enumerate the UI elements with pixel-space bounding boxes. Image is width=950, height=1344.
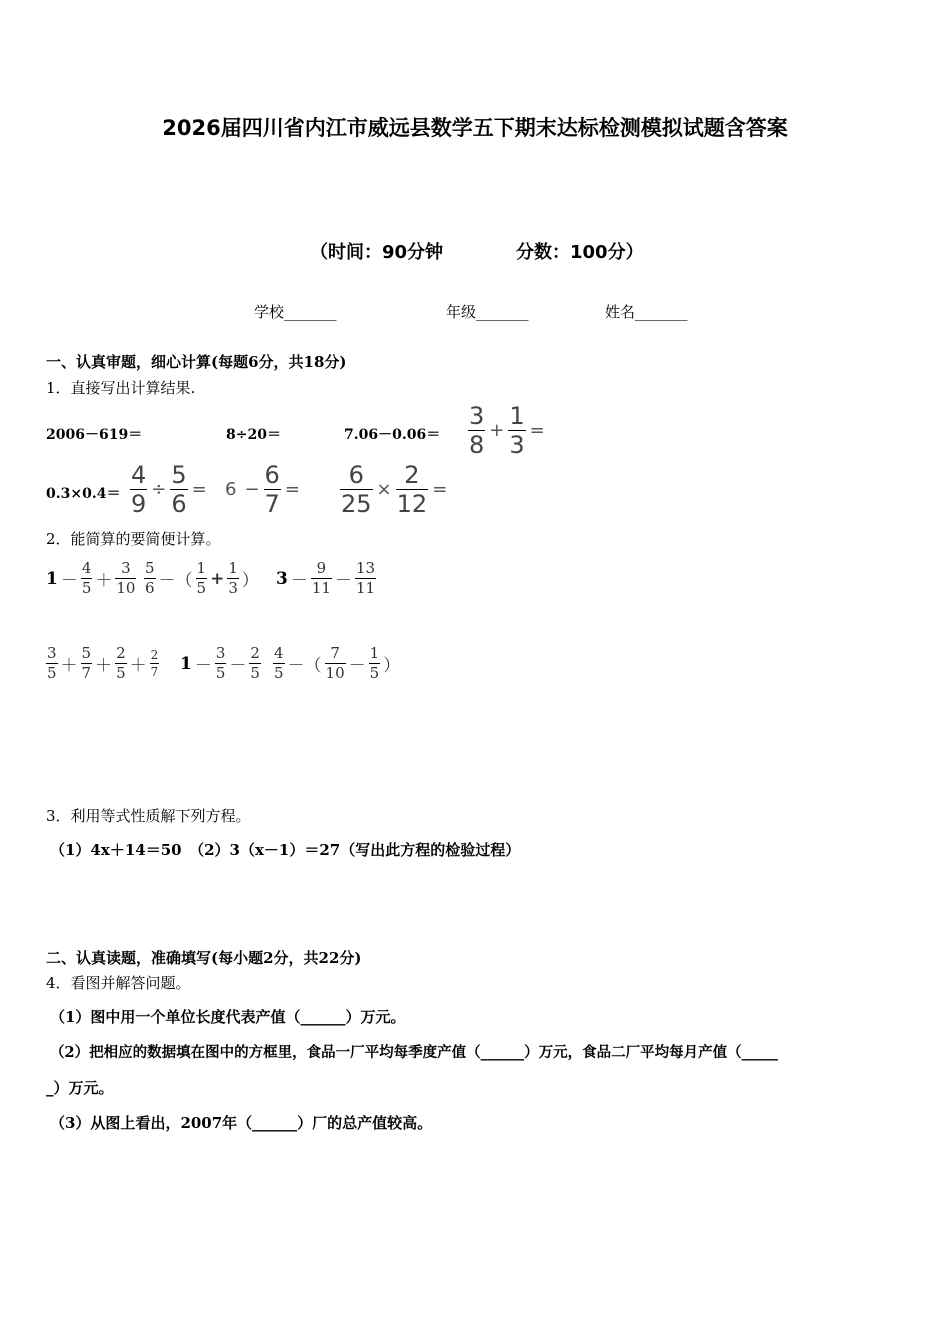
fraction: $\frac{5}{6}$	[145, 559, 155, 597]
fraction: $\frac{3}{5}$	[215, 644, 226, 682]
q1-title: 1．直接写出计算结果.	[46, 379, 196, 397]
calc-item-3: 7.06－0.06＝	[344, 427, 441, 443]
q3-title: 3．利用等式性质解下列方程。	[46, 807, 251, 825]
fraction: $\frac{3}{10}$	[116, 559, 136, 597]
fraction: $\frac{1}{5}$	[369, 644, 380, 682]
q4-part3: （3）从图上看出，2007年（______）厂的总产值较高。	[50, 1114, 433, 1132]
simplify-expr-1: 1 － $\frac{4}{5}$ ＋ $\frac{3}{10}$	[46, 559, 136, 597]
fraction: $\frac{5}{7}$	[81, 644, 92, 682]
fraction: $\frac{3}{5}$	[47, 644, 57, 682]
page-title: 2026届四川省内江市威远县数学五下期末达标检测模拟试题含答案	[162, 116, 788, 140]
fraction: $\frac{9}{11}$	[311, 559, 331, 597]
fraction: $\frac{1}{5}$	[196, 559, 207, 597]
simplify-expr-6: $\frac{4}{5}$ －（ $\frac{7}{10}$ － $\frac{1}{5}$ ）	[274, 644, 401, 682]
school-field: 学校_______	[254, 303, 337, 321]
q4-title: 4．看图并解答问题。	[46, 974, 191, 992]
q4-part2: （2）把相应的数据填在图中的方框里，食品一厂平均每季度产值（______）万元，食品二厂平均每月产值（_____	[50, 1044, 778, 1061]
fraction: $\frac{6}{25}$	[341, 461, 372, 518]
fraction: $\frac{7}{10}$	[325, 644, 345, 682]
fraction: $\frac{5}{6}$	[171, 461, 187, 518]
fraction: $\frac{1}{3}$	[228, 559, 238, 597]
q4-part1: （1）图中用一个单位长度代表产值（______）万元。	[50, 1008, 406, 1026]
frac-expr-3-8-plus-1-3: $\frac{3}{8}$ + $\frac{1}{3}$ =	[469, 402, 545, 459]
q2-title: 2．能简算的要简便计算。	[46, 530, 221, 548]
fraction: $\frac{2}{5}$	[116, 644, 126, 682]
fraction: $\frac{2}{7}$	[150, 648, 159, 679]
grade-field: 年级_______	[446, 303, 529, 321]
simplify-expr-3: 3 － $\frac{9}{11}$ － $\frac{13}{11}$	[276, 559, 376, 597]
fraction: $\frac{4}{5}$	[274, 644, 284, 682]
fraction: $\frac{1}{3}$	[509, 402, 525, 459]
frac-expr-4-9-div-5-6: $\frac{4}{9}$ ÷ $\frac{5}{6}$ =	[131, 461, 207, 518]
section1-header: 一、认真审题，细心计算(每题6分，共18分)	[46, 353, 347, 371]
calc-item-2: 8÷20＝	[226, 427, 281, 443]
section2-header: 二、认真读题，准确填写(每小题2分，共22分)	[46, 949, 362, 967]
fraction: $\frac{3}{8}$	[469, 402, 485, 459]
exam-score: 分数：100分）	[516, 242, 644, 263]
exam-time: （时间：90分钟	[310, 242, 444, 263]
fraction: $\frac{2}{12}$	[396, 461, 428, 518]
frac-expr-6-25-times-2-12: $\frac{6}{25}$ × $\frac{2}{12}$ =	[341, 461, 448, 518]
fraction: $\frac{6}{7}$	[264, 461, 280, 518]
frac-expr-6-minus-6-7: 6 − $\frac{6}{7}$ =	[225, 461, 300, 518]
fraction: $\frac{4}{5}$	[81, 559, 92, 597]
simplify-expr-5: 1 － $\frac{3}{5}$ － $\frac{2}{5}$	[180, 644, 260, 682]
q4-part2-cont: _）万元。	[46, 1079, 114, 1097]
fraction: $\frac{2}{5}$	[250, 644, 260, 682]
simplify-expr-2: $\frac{5}{6}$ －（ $\frac{1}{5}$ + $\frac{1}{3}$ ）	[145, 559, 259, 597]
simplify-expr-4: $\frac{3}{5}$ ＋ $\frac{5}{7}$ ＋ $\frac{2}{5}$ ＋ $\frac{2}{7}$	[47, 644, 159, 682]
fraction: $\frac{13}{11}$	[355, 559, 376, 597]
fraction: $\frac{4}{9}$	[131, 461, 147, 518]
name-field: 姓名_______	[605, 303, 688, 321]
calc-item-1: 2006－619＝	[46, 427, 143, 443]
calc-item-4: 0.3×0.4＝	[46, 486, 121, 502]
q3-content: （1）4x＋14＝50 （2）3（x－1）＝27（写出此方程的检验过程）	[50, 841, 521, 859]
